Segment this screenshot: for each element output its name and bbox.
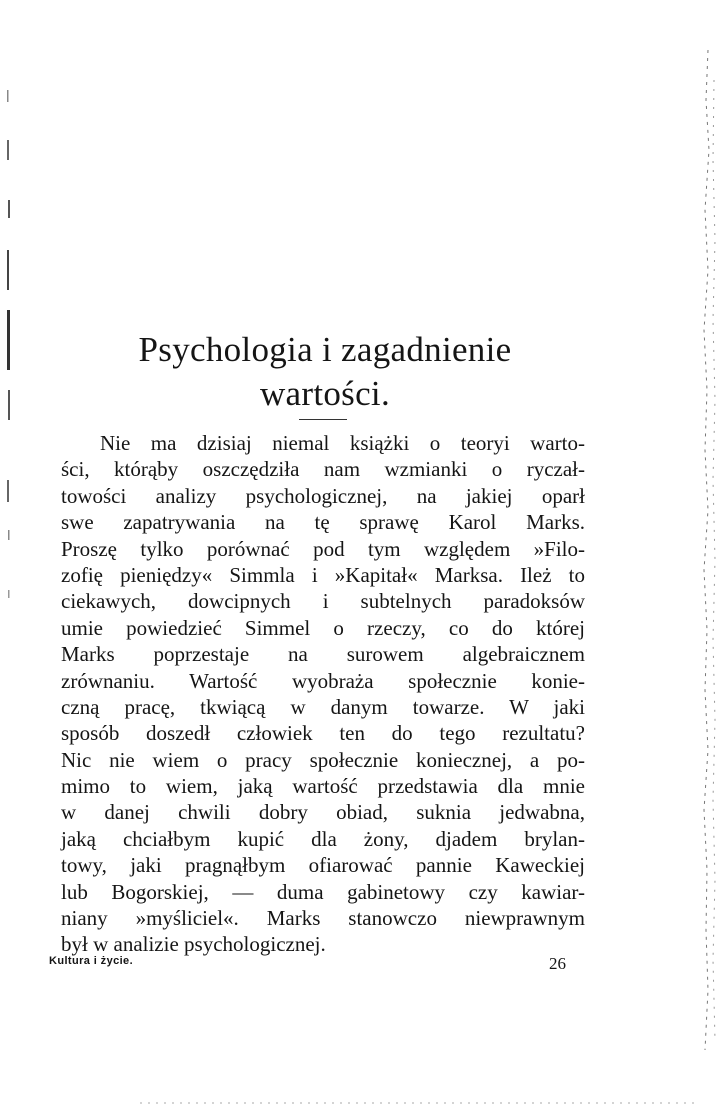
text-line: swe zapatrywania na tę sprawę Karol Marks. xyxy=(61,510,585,535)
text-line: Proszę tylko porównać pod tym względem »Filo- xyxy=(61,536,585,561)
page-number: 26 xyxy=(549,954,566,973)
text-line: był w analizie psychologicznej. xyxy=(61,932,326,957)
text-line: lub Bogorskiej, — duma gabinetowy czy kawiar- xyxy=(61,879,585,904)
text-line: towości analizy psychologicznej, na jakiej oparł xyxy=(61,483,585,508)
text-line: Nic nie wiem o pracy społecznie koniecznej, a po- xyxy=(61,747,585,772)
text-line: ści, którąby oszczędziła nam wzmianki o ryczał- xyxy=(61,457,585,482)
scan-edge-marks-bottom xyxy=(140,1100,700,1106)
text-line: Marks poprzestaje na surowem algebraicznem xyxy=(61,642,585,667)
text-line: mimo to wiem, jaką wartość przedstawia dla mnie xyxy=(61,774,585,799)
body-paragraph xyxy=(61,430,585,958)
text-line: w danej chwili dobry obiad, suknia jedwabna, xyxy=(61,800,585,825)
signature-mark: Kultura i życie. xyxy=(49,955,134,967)
text-line: umie powiedzieć Simmel o rzeczy, co do której xyxy=(61,615,585,640)
text-line: ciekawych, dowcipnych i subtelnych paradoksów xyxy=(61,589,585,614)
text-line: niany »myśliciel«. Marks stanowczo niewprawnym xyxy=(61,906,585,931)
text-line: zrównaniu. Wartość wyobraża społecznie konie- xyxy=(61,668,585,693)
scan-edge-marks-right xyxy=(680,40,720,1080)
text-line: czną pracę, tkwiącą w danym towarze. W jaki xyxy=(61,694,585,719)
chapter-title-line: wartości. xyxy=(259,374,391,413)
text-line: Nie ma dzisiaj niemal książki o teoryi warto- xyxy=(100,431,585,455)
title-divider xyxy=(299,419,347,420)
text-line: towy, jaki pragnąłbym ofiarować pannie Kaweckiej xyxy=(61,853,585,878)
chapter-title-line: Psychologia i zagadnienie xyxy=(138,330,512,369)
scan-edge-marks-left xyxy=(4,60,18,620)
text-line: jaką chciałbym kupić dla żony, djadem brylan- xyxy=(61,826,585,851)
chapter-title xyxy=(60,328,590,416)
text-line: sposób doszedł człowiek ten do tego rezultatu? xyxy=(61,721,585,746)
text-line: zofię pieniędzy« Simmla i »Kapitał« Marksa. Ileż to xyxy=(61,562,585,587)
